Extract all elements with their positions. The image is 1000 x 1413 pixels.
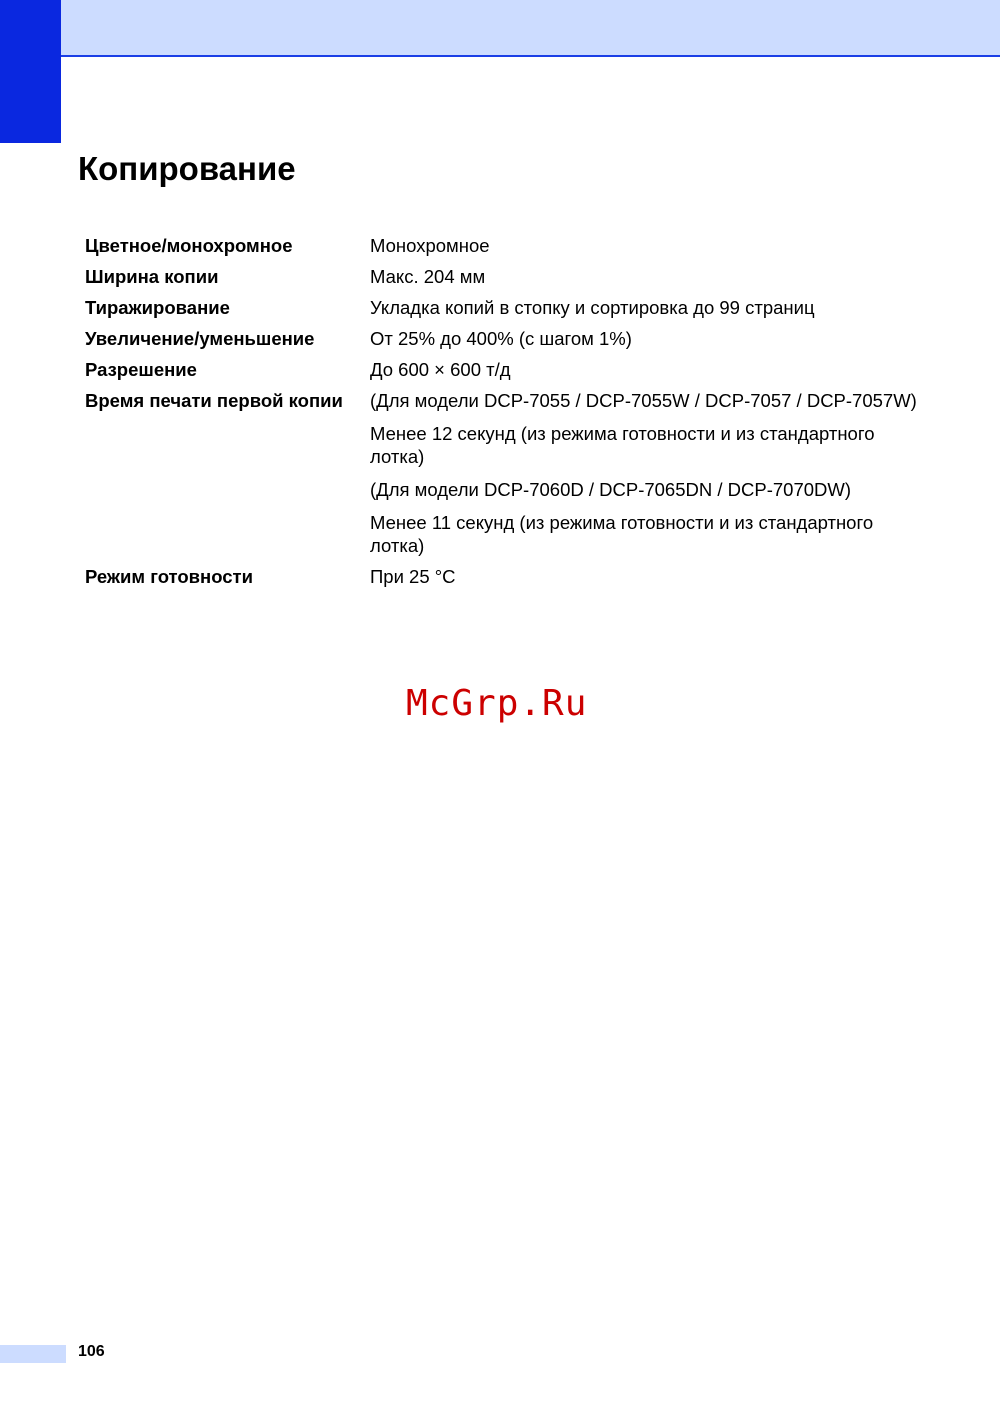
spec-value: Укладка копий в стопку и сортировка до 99 страниц xyxy=(370,297,815,318)
spec-value: Менее 12 секунд (из режима готовности и из стандартного лотка) xyxy=(370,423,875,467)
spec-values xyxy=(370,358,925,381)
spec-value: (Для модели DCP-7060D / DCP-7065DN / DCP-7070DW) xyxy=(370,479,852,500)
spec-value: Макс. 204 мм xyxy=(370,266,486,287)
spec-values xyxy=(370,265,925,288)
spec-label: Разрешение xyxy=(85,359,197,380)
header-band xyxy=(0,0,1000,57)
spec-table xyxy=(85,234,925,596)
spec-label: Ширина копии xyxy=(85,266,219,287)
spec-value: До 600 × 600 т/д xyxy=(370,359,511,380)
spec-value: При 25 °C xyxy=(370,566,456,587)
spec-value: Менее 11 секунд (из режима готовности и из стандартного лотка) xyxy=(370,512,874,556)
section-title: Копирование xyxy=(78,150,296,187)
page-number: 106 xyxy=(78,1343,105,1360)
spec-row-color-mode xyxy=(85,234,925,257)
spec-values xyxy=(370,327,925,350)
watermark: McGrp.Ru xyxy=(406,683,588,724)
spec-value: От 25% до 400% (с шагом 1%) xyxy=(370,328,632,349)
spec-values xyxy=(370,565,925,588)
spec-row-ready-mode xyxy=(85,565,925,588)
spec-values xyxy=(370,234,925,257)
spec-values xyxy=(370,296,925,319)
spec-row-copy-width xyxy=(85,265,925,288)
spec-row-first-copy-time xyxy=(85,389,925,557)
spec-label: Тиражирование xyxy=(85,297,230,318)
spec-label: Режим готовности xyxy=(85,566,253,587)
spec-values xyxy=(370,389,925,557)
spec-row-multiple-copies xyxy=(85,296,925,319)
spec-value: (Для модели DCP-7055 / DCP-7055W / DCP-7057 / DCP-7057W) xyxy=(370,390,917,411)
spec-label: Время печати первой копии xyxy=(85,390,343,411)
spec-row-resolution xyxy=(85,358,925,381)
spec-label: Увеличение/уменьшение xyxy=(85,328,315,349)
footer-bar xyxy=(0,1345,66,1363)
spec-row-enlarge-reduce xyxy=(85,327,925,350)
spec-value: Монохромное xyxy=(370,235,490,256)
spec-label: Цветное/монохромное xyxy=(85,235,293,256)
chapter-tab xyxy=(0,0,61,143)
